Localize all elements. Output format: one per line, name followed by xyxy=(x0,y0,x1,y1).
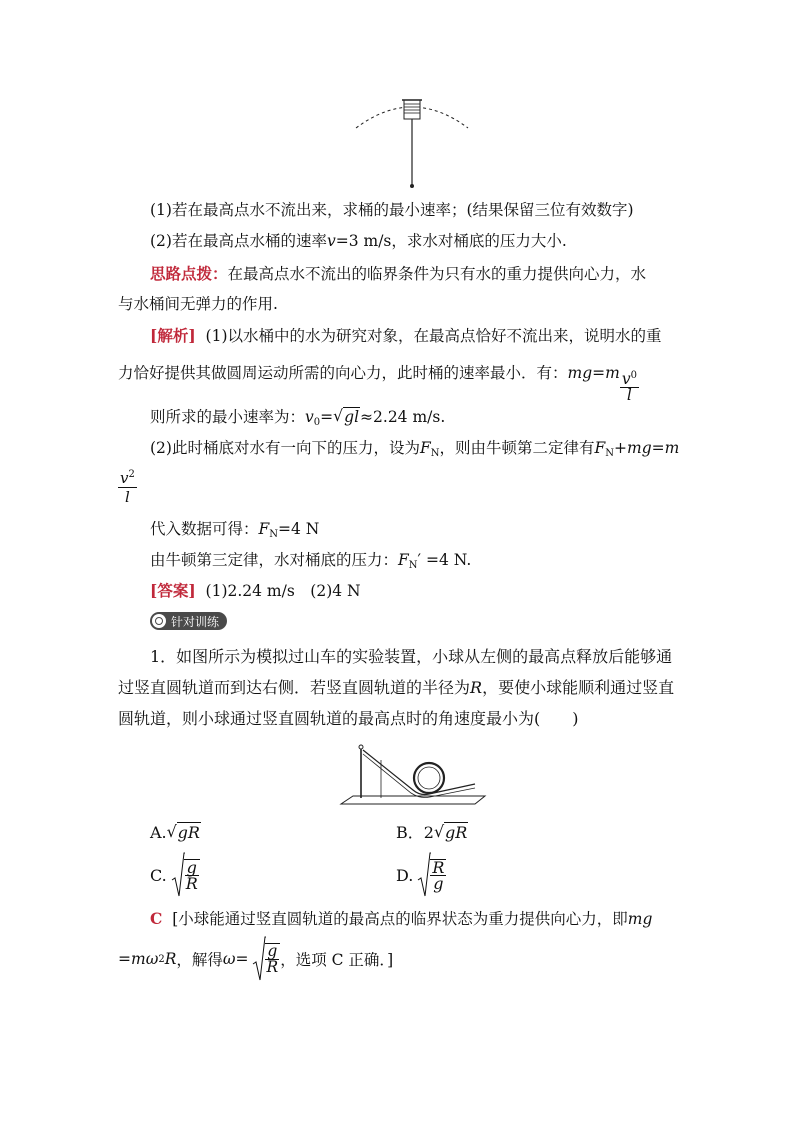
loop-circle xyxy=(414,763,444,793)
eq-fraction xyxy=(620,368,639,403)
target-icon xyxy=(152,614,166,628)
solution-omega2: ω xyxy=(222,950,236,968)
solution-text2c: ，选项 C 正确．] xyxy=(280,951,394,969)
fn-f: F xyxy=(419,439,431,457)
practice-badge xyxy=(150,612,227,630)
frac2-v: v xyxy=(120,469,129,487)
problem1-text2b: ，要使小球能顺利通过竖直 xyxy=(482,678,675,697)
eq-frac-l: l xyxy=(626,386,632,404)
min-speed-line xyxy=(150,406,445,434)
problem1-line1: 1．如图所示为模拟过山车的实验装置，小球从左侧的最高点释放后能够通 xyxy=(150,647,673,666)
newton3-prime: ′ xyxy=(417,551,422,569)
option-c-frac xyxy=(184,859,200,891)
v0-approx: ≈2.24 m/s. xyxy=(360,408,446,426)
solution-eq: = xyxy=(235,950,249,968)
subst-value: =4 N xyxy=(278,520,320,538)
option-d-radical xyxy=(417,852,431,898)
part2-line1 xyxy=(150,437,679,465)
analysis-text1: (1)以水桶中的水为研究对象，在最高点恰好不流出来，说明水的重 xyxy=(205,327,662,345)
solution-radical xyxy=(252,936,266,982)
bucket-figure xyxy=(350,92,475,192)
min-speed-text: 则所求的最小速率为： xyxy=(150,408,306,426)
eq-equals: = xyxy=(592,364,606,382)
solution-sup: 2 xyxy=(158,953,165,965)
option-a[interactable] xyxy=(150,822,201,844)
analysis-text2: 力恰好提供其做圆周运动所需的向心力，此时桶的速率最小．有： xyxy=(118,364,568,382)
hint-label: 思路点拨： xyxy=(150,264,228,283)
part2-mg: mg xyxy=(627,439,652,457)
solution-mg: mg xyxy=(627,910,653,928)
solution-text2b: ，解得 xyxy=(176,951,223,969)
solution-frac-r: R xyxy=(266,958,279,976)
solution-letter: C xyxy=(150,909,163,928)
pivot-dot xyxy=(410,184,414,188)
problem1-line3: 圆轨道，则小球通过竖直圆轨道的最高点时的角速度最小为( ) xyxy=(118,709,579,728)
answer-label: [答案] xyxy=(150,581,196,600)
eq-frac-sup: 0 xyxy=(630,370,637,381)
option-d[interactable] xyxy=(396,852,446,898)
option-c-label: C. xyxy=(150,865,167,885)
fn-f-2: F xyxy=(594,439,606,457)
solution-line1 xyxy=(150,908,652,930)
solution-m: m xyxy=(131,950,146,968)
hint-text1: 在最高点水不流出的临界条件为只有水的重力提供向心力，水 xyxy=(227,265,647,283)
eq-m: m xyxy=(605,364,620,382)
option-c[interactable] xyxy=(150,852,200,898)
part2-text1: (2)此时桶底对水有一向下的压力，设为 xyxy=(150,439,420,457)
question-part2-text-b: =3 m/s，求水对桶底的压力大小. xyxy=(335,232,567,250)
option-b[interactable] xyxy=(396,822,468,844)
hint-line1 xyxy=(150,263,646,285)
solution-frac xyxy=(265,943,281,975)
solution-r: R xyxy=(164,950,177,968)
badge-label: 针对训练 xyxy=(171,614,220,629)
option-c-radical xyxy=(171,852,185,898)
question-part2-text: (2)若在最高点水桶的速率 xyxy=(150,232,327,250)
subst-sub: N xyxy=(269,529,279,540)
sqrt-gl xyxy=(333,406,360,428)
question-part2 xyxy=(150,230,567,252)
fn-sub-2: N xyxy=(605,448,615,459)
v0-equals: = xyxy=(320,408,334,426)
problem1-r: R xyxy=(470,678,483,697)
v0-v: v xyxy=(305,408,314,426)
solution-equals: = xyxy=(118,950,131,968)
question-part2-var: v xyxy=(326,232,336,250)
option-a-label: A. xyxy=(150,823,167,842)
newton3-text: 由牛顿第三定律，水对桶底的压力： xyxy=(150,551,399,569)
sqrt-gl-radicand: gl xyxy=(344,408,360,426)
v0-sub: 0 xyxy=(313,417,321,428)
eq-frac-v: v xyxy=(621,370,631,388)
bucket-icon xyxy=(402,100,422,119)
option-c-den: R xyxy=(185,874,198,893)
newton3-f: F xyxy=(398,551,409,569)
solution-line2 xyxy=(118,936,393,982)
part2-plus: + xyxy=(614,439,628,457)
option-b-sqrt xyxy=(434,822,468,844)
subst-line xyxy=(150,518,319,546)
solution-omega: ω xyxy=(145,950,159,968)
option-d-frac xyxy=(430,859,446,891)
subst-f: F xyxy=(258,520,270,538)
part2-text1b: ，则由牛顿第二定律有 xyxy=(439,439,595,457)
option-b-radicand: gR xyxy=(444,823,468,842)
option-a-radicand: gR xyxy=(177,823,200,842)
option-a-sqrt xyxy=(167,822,201,844)
option-d-label: D. xyxy=(396,865,414,885)
newton3-sub: N xyxy=(408,560,418,571)
question-part1: (1)若在最高点水不流出来，求桶的最小速率；(结果保留三位有效数字) xyxy=(150,201,634,219)
loop-track-figure xyxy=(335,740,495,808)
analysis-line1 xyxy=(150,325,662,347)
solution-frac-g: g xyxy=(267,942,278,960)
problem1-line2 xyxy=(118,677,674,699)
option-b-label: B．2 xyxy=(396,823,434,842)
frac2-sup: 2 xyxy=(128,469,135,480)
analysis-line2 xyxy=(118,362,639,403)
newton3-line xyxy=(150,549,471,577)
fn-sub: N xyxy=(430,448,440,459)
analysis-label: [解析] xyxy=(150,326,196,345)
newton3-value: =4 N. xyxy=(426,551,472,569)
eq-mg: mg xyxy=(567,364,593,382)
base-board xyxy=(341,796,485,804)
frac2-l: l xyxy=(125,488,130,506)
part2-fraction xyxy=(118,466,137,506)
option-d-den: g xyxy=(433,874,444,893)
hint-line2: 与水桶间无弹力的作用. xyxy=(118,295,278,313)
answer-text: (1)2.24 m/s (2)4 N xyxy=(205,582,361,600)
option-d-num: R xyxy=(432,858,445,877)
option-c-num: g xyxy=(186,858,197,877)
subst-text: 代入数据可得： xyxy=(150,520,259,538)
part2-equals: = xyxy=(651,439,665,457)
answer-line xyxy=(150,580,361,602)
problem1-text2a: 过竖直圆轨道而到达右侧．若竖直圆轨道的半径为 xyxy=(118,678,471,697)
solution-text1: [小球能通过竖直圆轨道的最高点的临界状态为重力提供向心力，即 xyxy=(172,910,628,928)
part2-m: m xyxy=(664,439,680,457)
